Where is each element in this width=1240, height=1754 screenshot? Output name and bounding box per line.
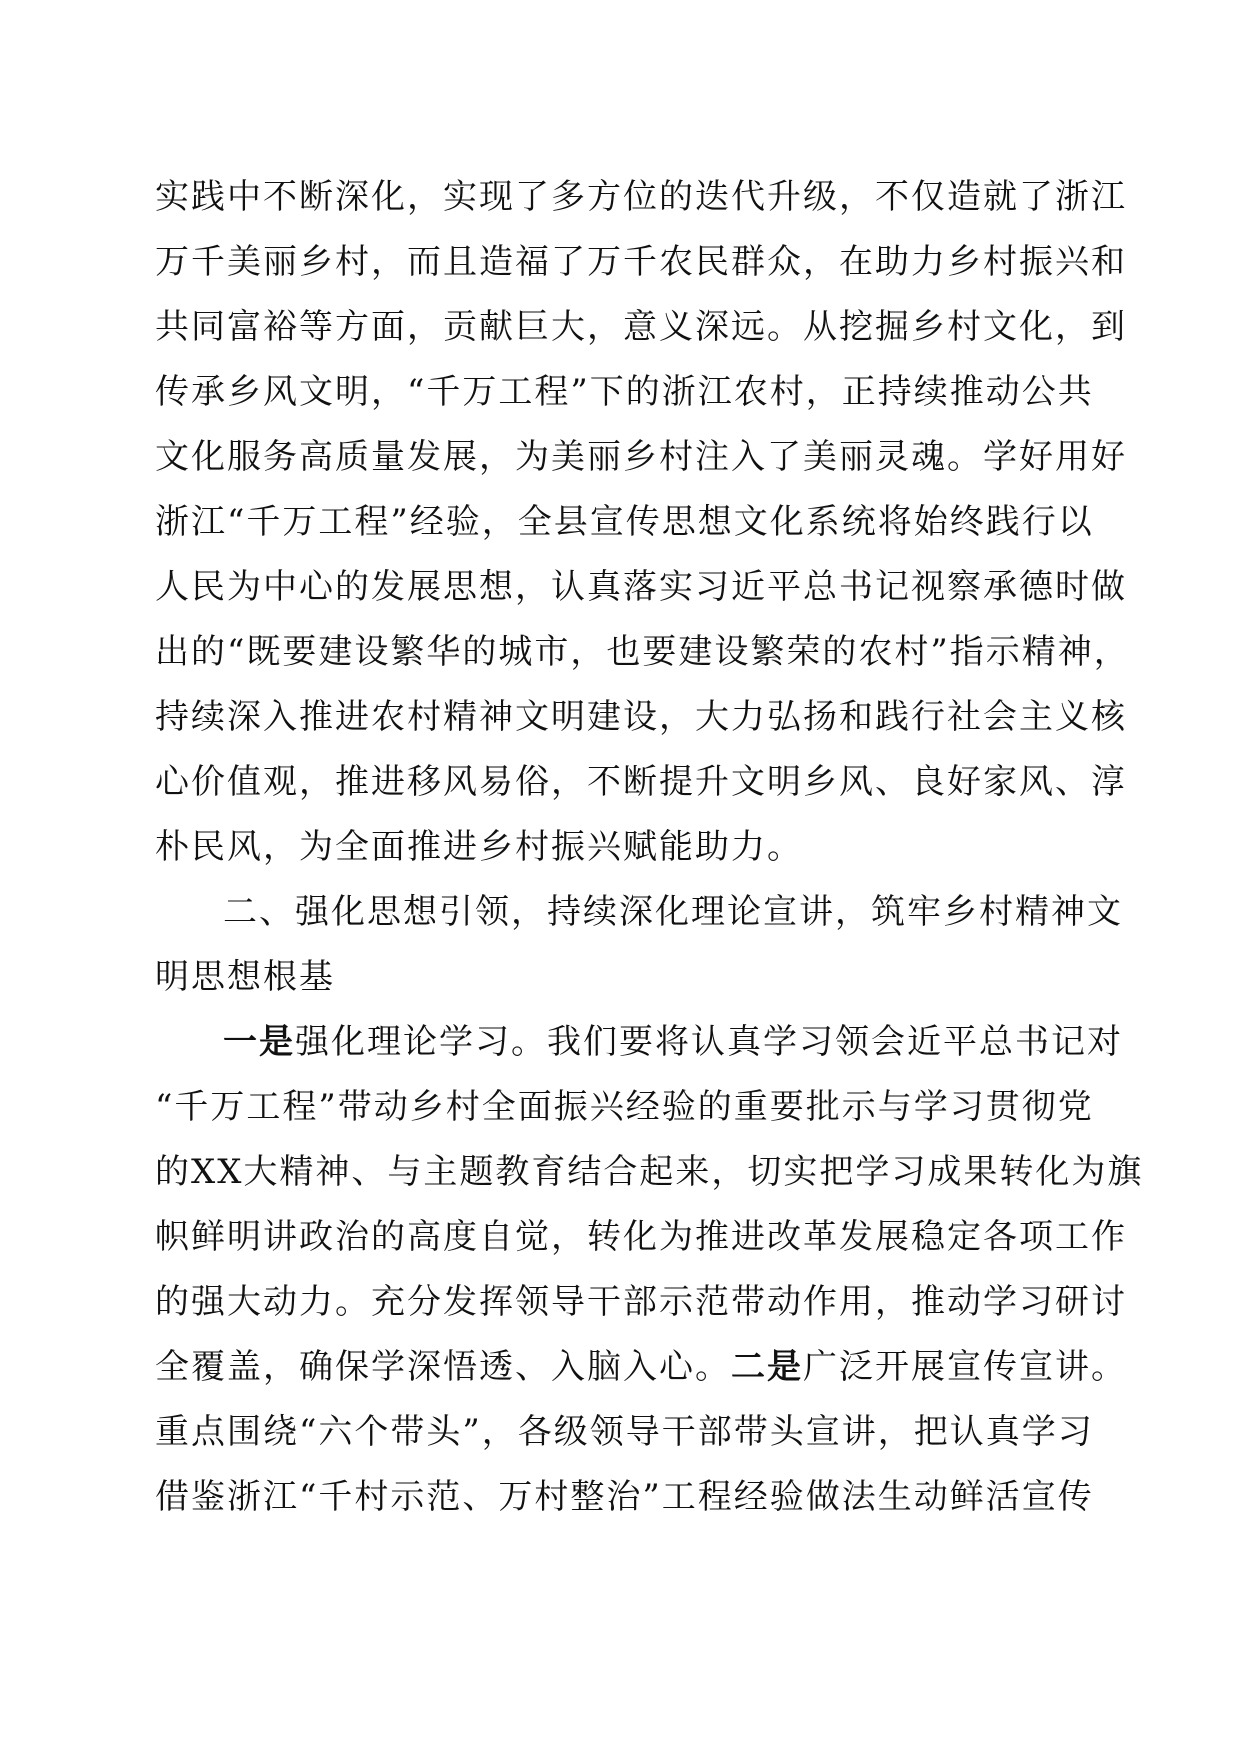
text-line: 实践中不断深化，实现了多方位的迭代升级，不仅造就了浙江 (155, 177, 1127, 217)
body-paragraph-1 (155, 165, 1130, 880)
text-line: “千万工程”带动乡村全面振兴经验的重要批示与学习贯彻党 (155, 1087, 1094, 1127)
text-line: 心价值观，推进移风易俗，不断提升文明乡风、良好家风、淳 (155, 762, 1127, 802)
text-line: 朴民风，为全面推进乡村振兴赋能助力。 (155, 827, 803, 867)
text-line: 的强大动力。充分发挥领导干部示范带动作用，推动学习研讨 (155, 1282, 1127, 1322)
heading-line: 二、强化思想引领，持续深化理论宣讲，筑牢乡村精神文 (223, 892, 1123, 932)
text-segment: 强化理论学习。我们要将认真学习领会近平总书记对 (295, 1022, 1123, 1062)
lead-phrase-first: 一是 (223, 1022, 295, 1062)
text-line (155, 1010, 1123, 1075)
text-segment: 广泛开展宣传宣讲。 (803, 1347, 1127, 1387)
heading-line: 明思想根基 (155, 957, 335, 997)
body-paragraph-2 (155, 1010, 1144, 1530)
text-segment: 全覆盖，确保学深悟透、入脑入心。 (155, 1347, 731, 1387)
lead-phrase-second: 二是 (731, 1347, 803, 1387)
text-line: 共同富裕等方面，贡献巨大，意义深远。从挖掘乡村文化，到 (155, 307, 1127, 347)
section-heading (155, 880, 1123, 1010)
text-line: 的XX大精神、与主题教育结合起来，切实把学习成果转化为旗 (155, 1152, 1144, 1192)
text-line: 人民为中心的发展思想，认真落实习近平总书记视察承德时做 (155, 567, 1127, 607)
text-line: 传承乡风文明，“千万工程”下的浙江农村，正持续推动公共 (155, 372, 1094, 412)
text-line: 帜鲜明讲政治的高度自觉，转化为推进改革发展稳定各项工作 (155, 1217, 1127, 1257)
text-line (155, 1335, 1127, 1400)
text-line: 借鉴浙江“千村示范、万村整治”工程经验做法生动鲜活宣传 (155, 1477, 1094, 1517)
text-line: 重点围绕“六个带头”，各级领导干部带头宣讲，把认真学习 (155, 1412, 1094, 1452)
text-line: 文化服务高质量发展，为美丽乡村注入了美丽灵魂。学好用好 (155, 437, 1127, 477)
text-line: 浙江“千万工程”经验，全县宣传思想文化系统将始终践行以 (155, 502, 1094, 542)
text-line: 万千美丽乡村，而且造福了万千农民群众，在助力乡村振兴和 (155, 242, 1127, 282)
text-line: 出的“既要建设繁华的城市，也要建设繁荣的农村”指示精神， (155, 632, 1130, 672)
text-line: 持续深入推进农村精神文明建设，大力弘扬和践行社会主义核 (155, 697, 1127, 737)
